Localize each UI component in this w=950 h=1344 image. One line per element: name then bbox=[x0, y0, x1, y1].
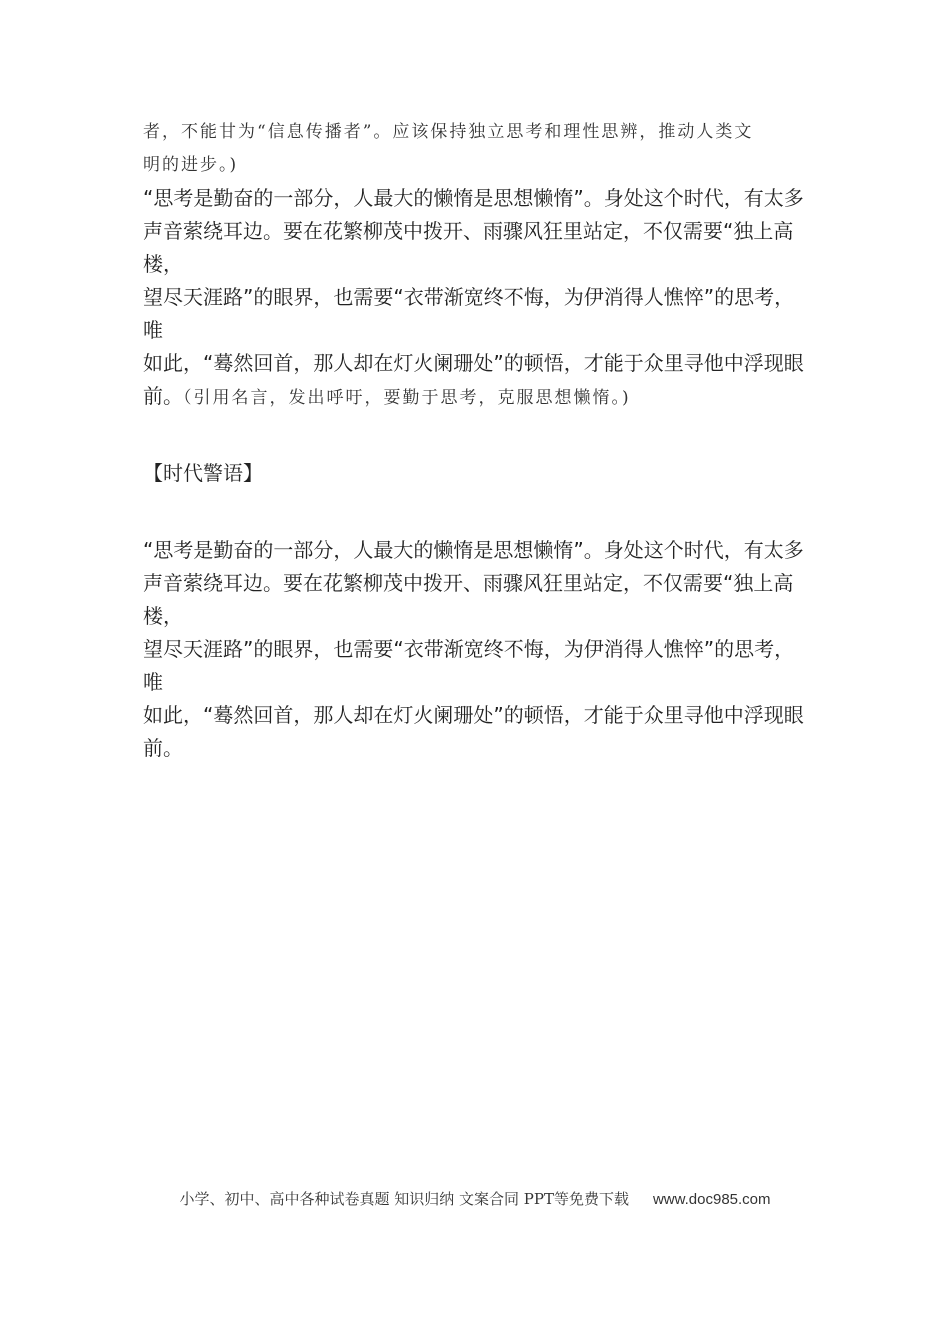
paragraph-line: 如此，“蓦然回首，那人却在灯火阑珊处”的顿悟，才能于众里寻他中浮现眼 bbox=[143, 351, 804, 375]
intro-note-line: 明的进步。) bbox=[143, 155, 239, 175]
paragraph-line: 声音萦绕耳边。要在花繁柳茂中拨开、雨骤风狂里站定，不仅需要“独上高楼， bbox=[143, 219, 794, 276]
paragraph-last-line bbox=[143, 380, 813, 415]
paragraph-line: 声音萦绕耳边。要在花繁柳茂中拨开、雨骤风狂里站定，不仅需要“独上高楼， bbox=[143, 571, 794, 628]
footer-text: 小学、初中、高中各种试卷真题 知识归纳 文案合同 PPT等免费下载 bbox=[179, 1190, 629, 1208]
paragraph-line: 望尽天涯路”的眼界，也需要“衣带渐宽终不悔，为伊消得人憔悴”的思考，唯 bbox=[143, 285, 795, 342]
quote-paragraph-2 bbox=[143, 534, 813, 765]
annotation-note: （引用名言，发出呼吁，要勤于思考，克服思想懒惰。) bbox=[183, 388, 631, 408]
spacer bbox=[143, 490, 813, 534]
paragraph-line: “思考是勤奋的一部分，人最大的懒惰是思想懒惰”。身处这个时代，有太多 bbox=[143, 538, 804, 562]
quote-paragraph-1 bbox=[143, 182, 813, 415]
document-body bbox=[143, 116, 813, 765]
paragraph-line: “思考是勤奋的一部分，人最大的懒惰是思想懒惰”。身处这个时代，有太多 bbox=[143, 186, 804, 210]
intro-note-line: 者，不能甘为“信息传播者”。应该保持独立思考和理性思辨，推动人类文 bbox=[143, 122, 754, 142]
paragraph-line-text: 前。 bbox=[143, 384, 183, 408]
paragraph-line: 前。 bbox=[143, 736, 183, 760]
spacer bbox=[143, 415, 813, 457]
footer-url[interactable]: www.doc985.com bbox=[652, 1191, 771, 1208]
paragraph-line: 如此，“蓦然回首，那人却在灯火阑珊处”的顿悟，才能于众里寻他中浮现眼 bbox=[143, 703, 804, 727]
section-heading: 【时代警语】 bbox=[143, 461, 263, 485]
paragraph-line: 望尽天涯路”的眼界，也需要“衣带渐宽终不悔，为伊消得人憔悴”的思考，唯 bbox=[143, 637, 795, 694]
page-footer bbox=[0, 1188, 950, 1209]
intro-note bbox=[143, 116, 813, 182]
